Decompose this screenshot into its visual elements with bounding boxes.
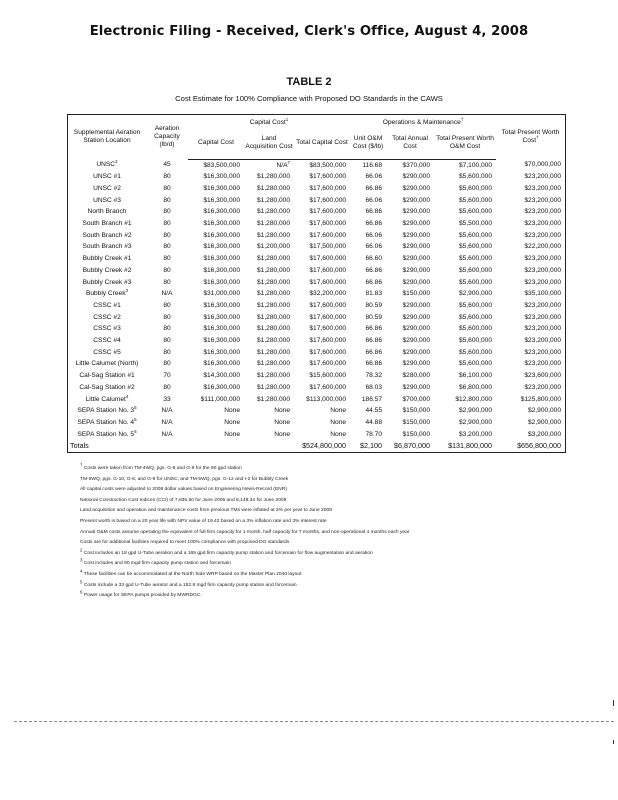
cell-land: $1,280,000 <box>256 173 290 181</box>
cell-pw-om: $5,600,000 <box>459 337 493 345</box>
totals-row <box>68 440 565 452</box>
table-row <box>68 206 565 218</box>
cell-unit-om: 66.86 <box>365 325 383 333</box>
cell-pw-total: $23,200,000 <box>524 255 562 263</box>
cell-location: CSSC #2 <box>93 313 121 321</box>
cell-capacity: 80 <box>163 325 171 333</box>
cell-total-capital: None <box>330 430 347 438</box>
cell-total-capital: $32,200,000 <box>309 290 347 298</box>
cell-location: Bubbly Creek$^3$ <box>85 288 129 298</box>
cell-total-capital: None <box>330 418 347 426</box>
cell-total-capital: $17,600,000 <box>309 325 347 333</box>
cell-pw-total: $70,000,000 <box>524 161 562 169</box>
cell-total-capital: $17,600,000 <box>309 184 347 192</box>
cell-annual: $290,000 <box>402 348 431 356</box>
cell-unit-om: 81.83 <box>365 290 383 298</box>
cell-annual: $290,000 <box>402 173 431 181</box>
table-row <box>68 370 565 382</box>
cell-capital: $14,300,000 <box>203 372 240 380</box>
totals-pw-om: $131,800,000 <box>448 441 493 451</box>
cell-land: $1,280,000 <box>256 231 290 239</box>
cell-location: SEPA Station No. $4^5$ <box>77 416 137 426</box>
cell-total-capital: $83,500,000 <box>309 161 347 169</box>
cell-capital: $16,300,000 <box>203 348 240 356</box>
cell-unit-om: 66.06 <box>365 173 383 181</box>
cell-location: CSSC #3 <box>93 325 121 333</box>
cell-total-capital: $17,600,000 <box>309 231 347 239</box>
cell-annual: $290,000 <box>402 301 431 309</box>
column-header-total-pw-cost: Total Present Worth Cost† <box>501 129 560 144</box>
cell-unit-om: 66.86 <box>365 208 383 216</box>
cell-total-capital: $17,600,000 <box>309 255 347 263</box>
cell-land: $1,280,000 <box>256 325 290 333</box>
table-row <box>68 300 565 312</box>
footnote: † Costs were taken from TM-4WQ, pgs. G-8 and G-9 for the 80 gpd station <box>80 462 242 471</box>
cell-unit-om: 66.86 <box>365 337 383 345</box>
cell-capital: None <box>224 418 240 426</box>
cell-location: South Branch #3 <box>82 243 132 251</box>
cell-annual: $370,000 <box>402 161 431 169</box>
cell-capital: $16,300,000 <box>203 196 240 204</box>
cell-pw-total: $35,100,000 <box>524 290 562 298</box>
cell-capital: None <box>224 430 240 438</box>
table-row <box>68 288 565 300</box>
table-row <box>68 405 565 417</box>
cell-location: South Branch #1 <box>82 220 132 228</box>
cell-pw-om: $5,600,000 <box>459 348 493 356</box>
footnotes <box>80 464 560 602</box>
column-header-land-acquisition: Land Acquisition Cost <box>244 130 294 159</box>
cell-total-capital: $113,000,000 <box>306 395 347 403</box>
cell-capacity: 80 <box>163 301 171 309</box>
cell-capacity: 80 <box>163 360 171 368</box>
cell-location: Little Calumet (North) <box>75 360 139 368</box>
cell-total-capital: $17,600,000 <box>309 337 347 345</box>
cell-annual: $290,000 <box>402 231 431 239</box>
cell-annual: $150,000 <box>402 430 431 438</box>
cell-annual: $290,000 <box>402 184 431 192</box>
cell-pw-total: $23,200,000 <box>524 220 562 228</box>
cell-location: Cal-Sag Station #2 <box>79 383 135 391</box>
cell-pw-om: $5,600,000 <box>459 243 493 251</box>
cell-pw-total: $23,200,000 <box>524 278 562 286</box>
table-row <box>68 171 565 183</box>
cell-unit-om: 80.59 <box>365 313 383 321</box>
cell-capital: $16,300,000 <box>203 208 240 216</box>
cell-pw-om: $5,600,000 <box>459 313 493 321</box>
cell-land: $1,280,000 <box>256 220 290 228</box>
column-header-total-annual: Total Annual Cost <box>386 130 434 159</box>
cell-total-capital: $17,600,000 <box>309 278 347 286</box>
cell-total-capital: $17,600,000 <box>309 196 347 204</box>
column-header-capacity: Aeration Capacity (lb/d) <box>154 125 180 148</box>
column-header-pw-om: Total Present Worth O&M Cost <box>434 130 496 159</box>
cell-capacity: 80 <box>163 278 171 286</box>
cell-capital: $31,000,000 <box>203 290 240 298</box>
cell-total-capital: $17,600,000 <box>309 313 347 321</box>
cell-pw-om: $5,600,000 <box>459 173 493 181</box>
cell-unit-om: 186.57 <box>361 395 383 403</box>
table-row <box>68 335 565 347</box>
cell-land: $1,280,000 <box>256 196 290 204</box>
cell-total-capital: $17,600,000 <box>309 173 347 181</box>
cell-pw-om: $5,600,000 <box>459 255 493 263</box>
cell-unit-om: 66.86 <box>365 220 383 228</box>
cell-location: North Branch <box>87 208 127 216</box>
table-row <box>68 382 565 394</box>
cell-annual: $700,000 <box>402 395 431 403</box>
cell-land: $1,280,000 <box>256 395 290 403</box>
cell-location: UNSC$^2$ <box>96 159 118 169</box>
cell-land: $1,280,000 <box>256 208 290 216</box>
cell-capital: $16,300,000 <box>203 184 240 192</box>
cell-capital: $16,300,000 <box>203 231 240 239</box>
table-row <box>68 417 565 429</box>
cell-location: UNSC #1 <box>93 173 121 181</box>
cell-capital: $16,300,000 <box>203 313 240 321</box>
column-header-location: Supplemental Aeration Station Location <box>73 129 141 144</box>
cell-total-capital: $17,600,000 <box>309 360 347 368</box>
cell-pw-om: $5,500,000 <box>459 220 493 228</box>
cell-location: CSSC #5 <box>93 348 121 356</box>
totals-pw-total: $656,800,000 <box>517 441 562 451</box>
cell-pw-total: $23,200,000 <box>524 184 562 192</box>
cell-capacity: 80 <box>163 255 171 263</box>
cell-capacity: 33 <box>163 395 171 403</box>
cell-annual: $290,000 <box>402 220 431 228</box>
totals-capital: $524,800,000 <box>302 441 347 451</box>
cell-land: $1,280,000 <box>256 301 290 309</box>
cell-land: $1,280,000 <box>256 372 290 380</box>
cell-location: UNSC #2 <box>93 184 121 192</box>
cell-capacity: 80 <box>163 383 171 391</box>
cell-unit-om: 66.86 <box>365 348 383 356</box>
cell-unit-om: 66.06 <box>365 231 383 239</box>
cell-land: $1,280,000 <box>256 266 290 274</box>
cell-location: Bubbly Creek #2 <box>82 266 132 274</box>
cell-land: $1,280,000 <box>256 278 290 286</box>
cell-pw-om: $6,800,000 <box>459 383 493 391</box>
cell-unit-om: 116.68 <box>362 161 383 169</box>
cell-pw-total: $3,200,000 <box>528 430 562 438</box>
cell-capital: $111,000,000 <box>200 395 240 403</box>
footnote: All capital costs were adjusted to 2008 dollar values based on Engineering News-Record (ENR) <box>80 487 287 493</box>
footnote: Land acquisition and operation and maintenance costs from previous TMs were inflated at 3% per year to June 2008 <box>80 508 332 514</box>
table-row <box>68 358 565 370</box>
cell-pw-total: $23,200,000 <box>524 313 562 321</box>
table-title: TABLE 2 <box>286 76 332 88</box>
cell-unit-om: 66.86 <box>365 360 383 368</box>
cell-pw-om: $2,900,000 <box>459 407 493 415</box>
table-row <box>68 277 565 289</box>
cell-land: None <box>274 407 290 415</box>
cell-annual: $290,000 <box>402 360 431 368</box>
cell-unit-om: 78.32 <box>365 372 383 380</box>
cell-total-capital: $17,600,000 <box>309 266 347 274</box>
cell-capacity: 80 <box>163 337 171 345</box>
cell-pw-om: $5,600,000 <box>459 208 493 216</box>
cell-location: Cal-Sag Station #1 <box>79 372 135 380</box>
cell-pw-om: $7,100,000 <box>459 161 493 169</box>
cell-location: Bubbly Creek #1 <box>82 255 132 263</box>
cell-land: $1,280,000 <box>256 255 290 263</box>
table-row <box>68 312 565 324</box>
table-row <box>68 394 565 406</box>
cell-capital: $83,500,000 <box>203 161 240 169</box>
cell-capital: $16,300,000 <box>203 173 240 181</box>
cell-annual: $290,000 <box>402 325 431 333</box>
cell-land: $1,280,000 <box>256 290 290 298</box>
table-row <box>68 230 565 242</box>
group-header-capital-cost: Capital Cost$^1$ <box>249 117 289 127</box>
cell-land: $1,280,000 <box>256 337 290 345</box>
cell-capital: $16,300,000 <box>203 360 240 368</box>
cell-capital: $16,300,000 <box>203 278 240 286</box>
cell-pw-om: $5,600,000 <box>459 184 493 192</box>
cell-unit-om: 68.03 <box>365 383 383 391</box>
cell-annual: $290,000 <box>402 337 431 345</box>
cell-annual: $290,000 <box>402 196 431 204</box>
cell-annual: $290,000 <box>402 313 431 321</box>
cell-total-capital: $15,600,000 <box>309 372 347 380</box>
cell-capacity: N/A <box>161 407 173 415</box>
cell-capital: $16,300,000 <box>203 301 240 309</box>
table-row <box>68 195 565 207</box>
cell-land: $1,280,000 <box>256 348 290 356</box>
totals-unit-om: $2,100 <box>360 441 383 451</box>
table-row <box>68 429 565 441</box>
cell-land: $1,200,000 <box>256 243 290 251</box>
footnote: TM-5WQ, pgs. G-10, G-8, and G-9 for UNSC, and TM-5WQ, pgs. G-12 and I-2 for Bubbly Creek <box>80 476 289 482</box>
cost-estimate-table <box>67 114 566 453</box>
cell-pw-total: $23,600,000 <box>524 372 562 380</box>
cell-capital: $16,300,000 <box>203 220 240 228</box>
cell-location: SEPA Station No. $3^5$ <box>77 405 137 415</box>
cell-pw-total: $22,200,000 <box>524 243 562 251</box>
cell-unit-om: 78.70 <box>365 430 383 438</box>
footnote: Costs are for additional facilities required to meet 100% compliance with proposed DO standards <box>80 540 290 546</box>
cell-land: $1,280,000 <box>256 184 290 192</box>
cell-pw-total: $23,200,000 <box>524 231 562 239</box>
cell-pw-total: $125,800,000 <box>520 395 562 403</box>
cell-pw-om: $12,800,000 <box>455 395 493 403</box>
cell-pw-om: $3,200,000 <box>459 430 493 438</box>
scan-edge-mark <box>613 700 614 706</box>
cell-total-capital: $17,600,000 <box>309 383 347 391</box>
cell-pw-total: $2,900,000 <box>528 407 562 415</box>
cell-capacity: N/A <box>161 290 173 298</box>
cell-pw-om: $5,600,000 <box>459 278 493 286</box>
cell-annual: $150,000 <box>402 290 431 298</box>
cell-location: SEPA Station No. $5^5$ <box>77 428 137 438</box>
cell-location: South Branch #2 <box>82 231 132 239</box>
cell-annual: $290,000 <box>402 278 431 286</box>
cell-pw-om: $5,600,000 <box>459 325 493 333</box>
cell-land: $N/A^7$ <box>276 159 290 169</box>
cell-unit-om: 66.60 <box>365 255 383 263</box>
cell-pw-om: $5,600,000 <box>459 196 493 204</box>
table-row <box>68 218 565 230</box>
cell-pw-total: $23,200,000 <box>524 360 562 368</box>
cell-total-capital: $17,600,000 <box>309 220 347 228</box>
cell-annual: $280,000 <box>402 372 431 380</box>
cell-total-capital: None <box>330 407 347 415</box>
table-row <box>68 347 565 359</box>
table-row <box>68 253 565 265</box>
table-row <box>68 159 565 171</box>
group-header-om: Operations & Maintenance† <box>382 117 464 127</box>
column-header-capital-cost: Capital Cost <box>188 130 244 159</box>
footnote: $^6$ Power usage for SEPA pumps provided by MWRDGC. <box>80 589 202 599</box>
cell-pw-om: $2,900,000 <box>459 290 493 298</box>
footnote: Annual O&M costs assume operating the equivalent of full firm capacity for 1 month, half capacity for 7 months, and non-operational 4 months each year <box>80 529 410 535</box>
cell-pw-om: $5,600,000 <box>459 266 493 274</box>
cell-capacity: 80 <box>163 313 171 321</box>
cell-capacity: 70 <box>163 372 171 380</box>
cell-capital: $16,300,000 <box>203 243 240 251</box>
cell-pw-total: $23,200,000 <box>524 325 562 333</box>
cell-pw-om: $5,600,000 <box>459 231 493 239</box>
cell-capacity: 80 <box>163 173 171 181</box>
cell-land: $1,280,000 <box>256 383 290 391</box>
footnote: $^2$ Cost includes an 18 gpd U-Tube aeration and a 165 gpd firm capacity pump station and forcemain for flow augmentation and aeration <box>80 547 373 556</box>
footnote: Present worth is based on a 20 year life with NPV value of 19.42 based on a 3% inflation rate and 3% interest rate <box>80 518 327 524</box>
cell-capital: $16,300,000 <box>203 383 240 391</box>
cell-annual: $290,000 <box>402 208 431 216</box>
cell-pw-total: $23,200,000 <box>524 337 562 345</box>
cell-pw-om: $6,100,000 <box>459 372 493 380</box>
table-subtitle: Cost Estimate for 100% Compliance with Proposed DO Standards in the CAWS <box>175 94 443 103</box>
cell-capital: $16,300,000 <box>203 266 240 274</box>
cell-annual: $150,000 <box>402 407 431 415</box>
cell-unit-om: 44.55 <box>365 407 383 415</box>
cell-land: None <box>274 430 290 438</box>
cell-unit-om: 66.06 <box>365 196 383 204</box>
cell-total-capital: $17,600,000 <box>309 301 347 309</box>
scan-edge-mark <box>613 740 614 744</box>
cell-annual: $290,000 <box>402 243 431 251</box>
cell-annual: $290,000 <box>402 255 431 263</box>
cell-pw-total: $23,200,000 <box>524 208 562 216</box>
table-row <box>68 183 565 195</box>
cell-capacity: N/A <box>161 418 173 426</box>
cell-location: CSSC #1 <box>93 301 121 309</box>
cell-capacity: 80 <box>163 231 171 239</box>
footnote: $^4$ These facilities can be accommodated at the North Side WRP based on the Master Plan 2040 layout <box>80 568 302 577</box>
cell-unit-om: 66.86 <box>365 278 383 286</box>
cell-unit-om: 44.88 <box>365 418 383 426</box>
cell-capacity: N/A <box>161 430 173 438</box>
cell-pw-total: $23,200,000 <box>524 173 562 181</box>
cell-capacity: 80 <box>163 184 171 192</box>
column-header-unit-om: Unit O&M Cost ($/lb) <box>350 130 386 159</box>
cell-capital: None <box>224 407 240 415</box>
cell-capacity: 80 <box>163 243 171 251</box>
cell-unit-om: 80.59 <box>365 301 383 309</box>
table-row <box>68 241 565 253</box>
cell-location: Bubbly Creek #3 <box>82 278 132 286</box>
cell-location: CSSC #4 <box>93 337 121 345</box>
cell-capital: $16,300,000 <box>203 255 240 263</box>
cell-total-capital: $17,600,000 <box>309 348 347 356</box>
cell-unit-om: 66.86 <box>365 184 383 192</box>
cell-capacity: 80 <box>163 196 171 204</box>
filing-header: Electronic Filing - Received, Clerk's Office, August 4, 2008 <box>89 24 529 39</box>
cell-pw-om: $5,600,000 <box>459 360 493 368</box>
cell-total-capital: $17,600,000 <box>309 208 347 216</box>
cell-capacity: 80 <box>163 208 171 216</box>
scan-artifact-line <box>14 721 614 723</box>
cell-pw-total: $2,900,000 <box>528 418 562 426</box>
cell-capital: $16,300,000 <box>203 337 240 345</box>
cell-pw-total: $23,200,000 <box>524 266 562 274</box>
cell-unit-om: 66.86 <box>365 266 383 274</box>
cell-annual: $150,000 <box>402 418 431 426</box>
column-header-total-capital: Total Capital Cost <box>294 130 350 159</box>
cell-capacity: 80 <box>163 266 171 274</box>
footnote: National Construction Cost Indices (CCI) of 7,835.50 for June 2005 and 8,148.34 for June 2008 <box>80 497 287 503</box>
cell-unit-om: 66.06 <box>365 243 383 251</box>
footnote: $^5$ Costs include a 33 gpd U-Tube aerator and a 152.8 mgd firm capacity pump station and forcemain <box>80 578 297 588</box>
cell-pw-total: $23,200,000 <box>524 301 562 309</box>
cell-location: Little Calumet$^4$ <box>85 393 129 403</box>
cell-capacity: 45 <box>163 161 171 169</box>
cell-pw-total: $23,200,000 <box>524 196 562 204</box>
cell-pw-total: $23,200,000 <box>524 383 562 391</box>
cell-capacity: 80 <box>163 348 171 356</box>
table-row <box>68 323 565 335</box>
cell-pw-om: $2,900,000 <box>459 418 493 426</box>
cell-land: $1,280,000 <box>256 313 290 321</box>
cell-land: None <box>274 418 290 426</box>
cell-total-capital: $17,500,000 <box>309 243 347 251</box>
cell-annual: $290,000 <box>402 266 431 274</box>
cell-capital: $16,300,000 <box>203 325 240 333</box>
table-row <box>68 265 565 277</box>
cell-annual: $290,000 <box>402 383 431 391</box>
totals-annual: $6,870,000 <box>394 441 431 451</box>
cell-capacity: 80 <box>163 220 171 228</box>
cell-land: $1,280,000 <box>256 360 290 368</box>
cell-location: UNSC #3 <box>93 196 121 204</box>
cell-pw-om: $5,600,000 <box>459 301 493 309</box>
footnote: $^3$ Cost includes and 80 mgd firm capacity pump station and forcemain <box>80 557 231 567</box>
totals-label: Totals <box>70 441 89 451</box>
cell-pw-total: $23,200,000 <box>524 348 562 356</box>
